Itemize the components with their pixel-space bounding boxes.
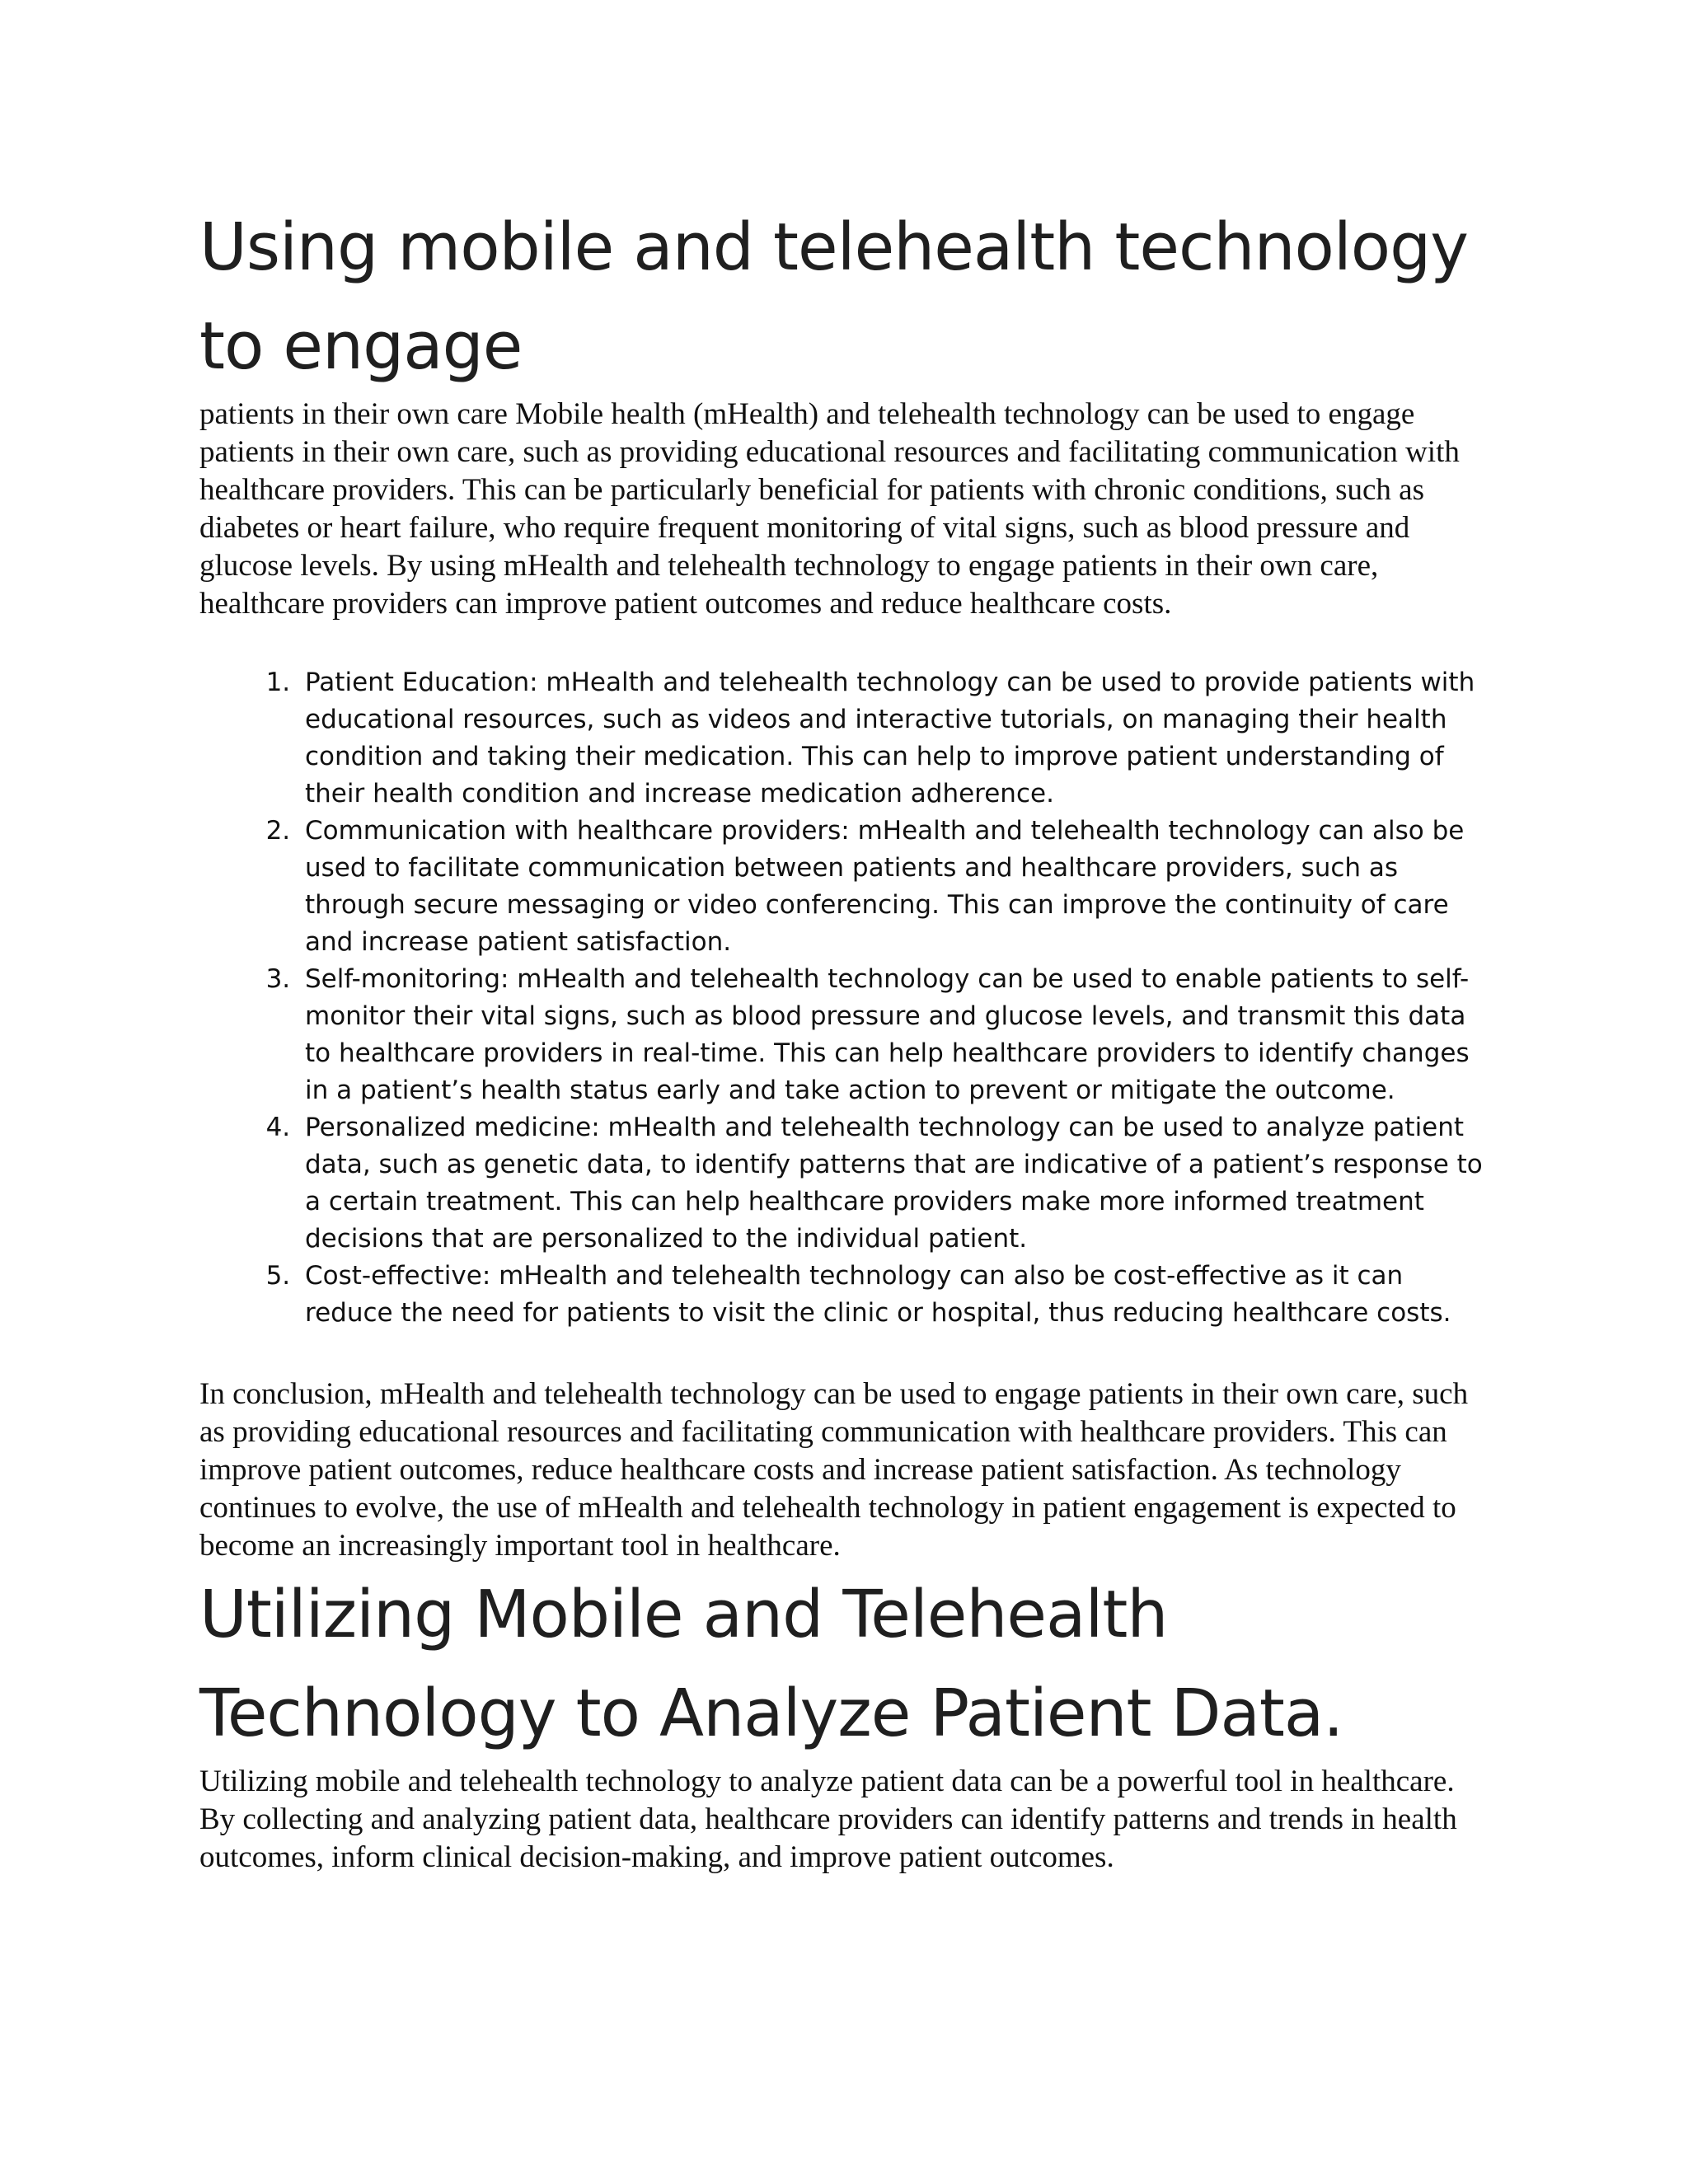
document-content: [199, 198, 1489, 1877]
list-item: 3. Self-monitoring: mHealth and telehealth technology can be used to enable patients to self-monitor their vital signs, such as blood pressure and glucose levels, and transmit this data to healthcare providers in real-time. This can help healthcare providers to identify changes in a patient’s health status early and take action to prevent or mitigate the outcome.: [298, 961, 1489, 1109]
section-heading-engage: Using mobile and telehealth technology to engage: [199, 209, 1469, 384]
list-item: 5. Cost-effective: mHealth and telehealth technology can also be cost-effective as it can reduce the need for patients to visit the clinic or hospital, thus reducing healthcare costs.: [298, 1258, 1489, 1332]
section-two-paragraph: Utilizing mobile and telehealth technology to analyze patient data can be a powerful tool in healthcare. By collecting and analyzing patient data, healthcare providers can identify patterns and trends in health outcomes, inform clinical decision-making, and improve patient outcomes.: [199, 1765, 1457, 1874]
conclusion-paragraph: In conclusion, mHealth and telehealth technology can be used to engage patients in their own care, such as providing educational resources and facilitating communication with healthcare providers. This can improve patient outcomes, reduce healthcare costs and increase patient satisfaction. As technology continues to evolve, the use of mHealth and telehealth technology in patient engagement is expected to become an increasingly important tool in healthcare.: [199, 1377, 1469, 1563]
benefits-list: [199, 664, 1489, 1332]
section-intro-paragraph: patients in their own care Mobile health (mHealth) and telehealth technology can be used to engage patients in their own care, such as providing educational resources and facilitating communication with healthcare providers. This can be particularly beneficial for patients with chronic conditions, such as diabetes or heart failure, who require frequent monitoring of vital signs, such as blood pressure and glucose levels. By using mHealth and telehealth technology to engage patients in their own care, healthcare providers can improve patient outcomes and reduce healthcare costs.: [199, 397, 1460, 621]
section-heading-analyze: Utilizing Mobile and Telehealth Technology to Analyze Patient Data.: [199, 1577, 1343, 1751]
list-item: 2. Communication with healthcare providers: mHealth and telehealth technology can also be used to facilitate communication between patients and healthcare providers, such as through secure messaging or video conferencing. This can improve the continuity of care and increase patient satisfaction.: [298, 813, 1489, 961]
list-item: 1. Patient Education: mHealth and telehealth technology can be used to provide patients with educational resources, such as videos and interactive tutorials, on managing their health condition and taking their medication. This can help to improve patient understanding of their health condition and increase medication adherence.: [298, 664, 1489, 813]
list-item: 4. Personalized medicine: mHealth and telehealth technology can be used to analyze patient data, such as genetic data, to identify patterns that are indicative of a patient’s response to a certain treatment. This can help healthcare providers make more informed treatment decisions that are personalized to the individual patient.: [298, 1109, 1489, 1258]
